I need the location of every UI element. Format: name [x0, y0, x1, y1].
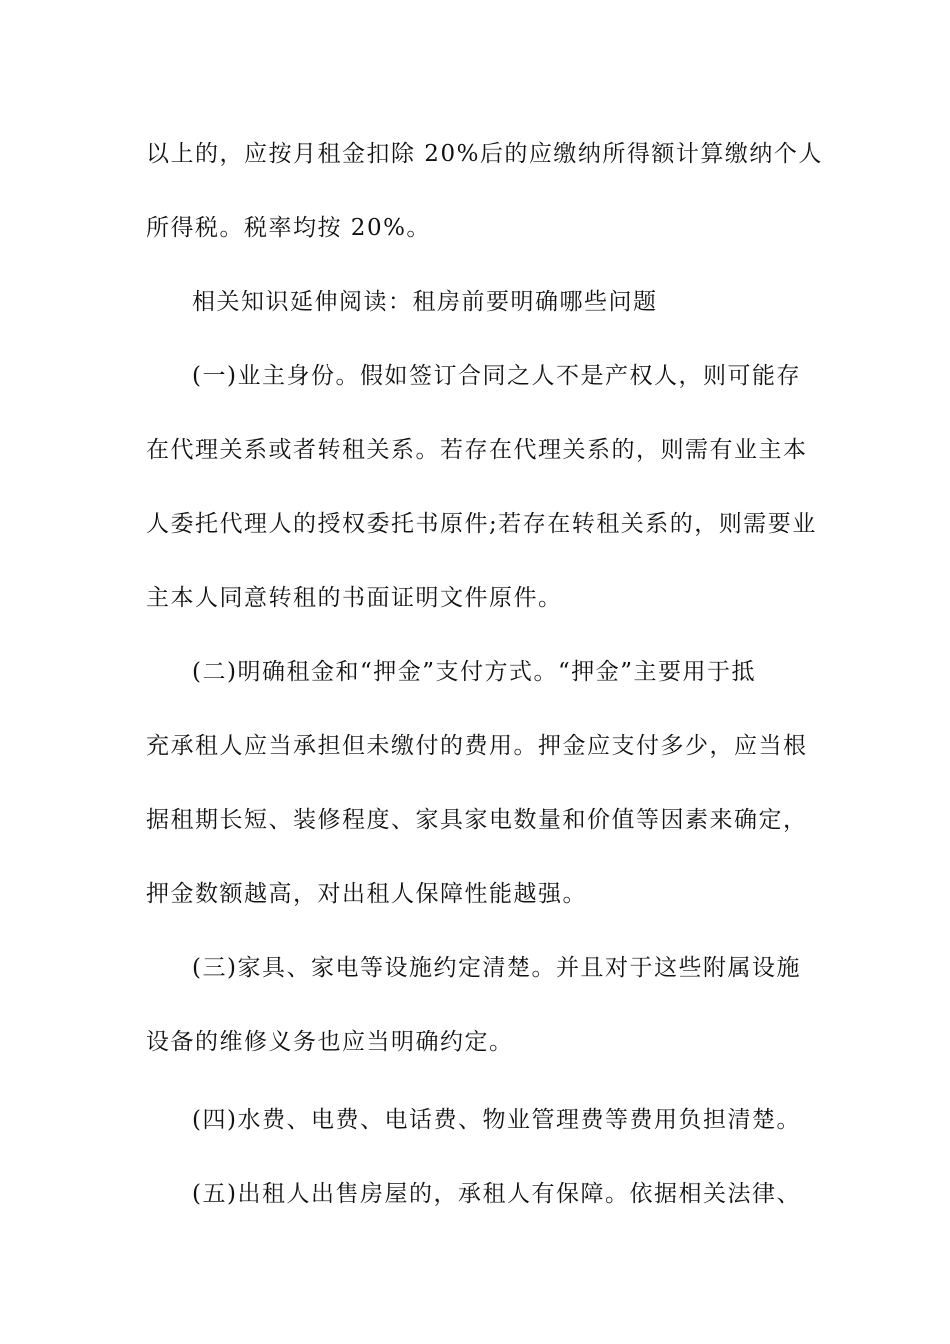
text-line-4: (一)业主身份。假如签订合同之人不是产权人，则可能存 — [192, 363, 801, 389]
text-line-1: 以上的，应按月租金扣除 20%后的应缴纳所得额计算缴纳个人 — [146, 141, 823, 167]
text-line-10: 据租期长短、装修程度、家具家电数量和价值等因素来确定， — [146, 807, 808, 833]
text-line-8: (二)明确租金和“押金”支付方式。“押金”主要用于抵 — [192, 659, 756, 685]
section-heading: 相关知识延伸阅读：租房前要明确哪些问题 — [192, 289, 658, 315]
text-line-15: (五)出租人出售房屋的，承租人有保障。依据相关法律、 — [192, 1181, 801, 1207]
text-line-9: 充承租人应当承担但未缴付的费用。押金应支付多少，应当根 — [146, 733, 808, 759]
text-line-7: 主本人同意转租的书面证明文件原件。 — [146, 585, 563, 611]
text-line-13: 设备的维修义务也应当明确约定。 — [146, 1029, 514, 1055]
text-line-6: 人委托代理人的授权委托书原件;若存在转租关系的，则需要业 — [146, 511, 817, 537]
text-line-5: 在代理关系或者转租关系。若存在代理关系的，则需有业主本 — [146, 437, 808, 463]
text-line-14: (四)水费、电费、电话费、物业管理费等费用负担清楚。 — [192, 1107, 801, 1133]
text-line-11: 押金数额越高，对出租人保障性能越强。 — [146, 881, 587, 907]
text-line-12: (三)家具、家电等设施约定清楚。并且对于这些附属设施 — [192, 955, 801, 981]
text-line-2: 所得税。税率均按 20%。 — [146, 215, 431, 241]
